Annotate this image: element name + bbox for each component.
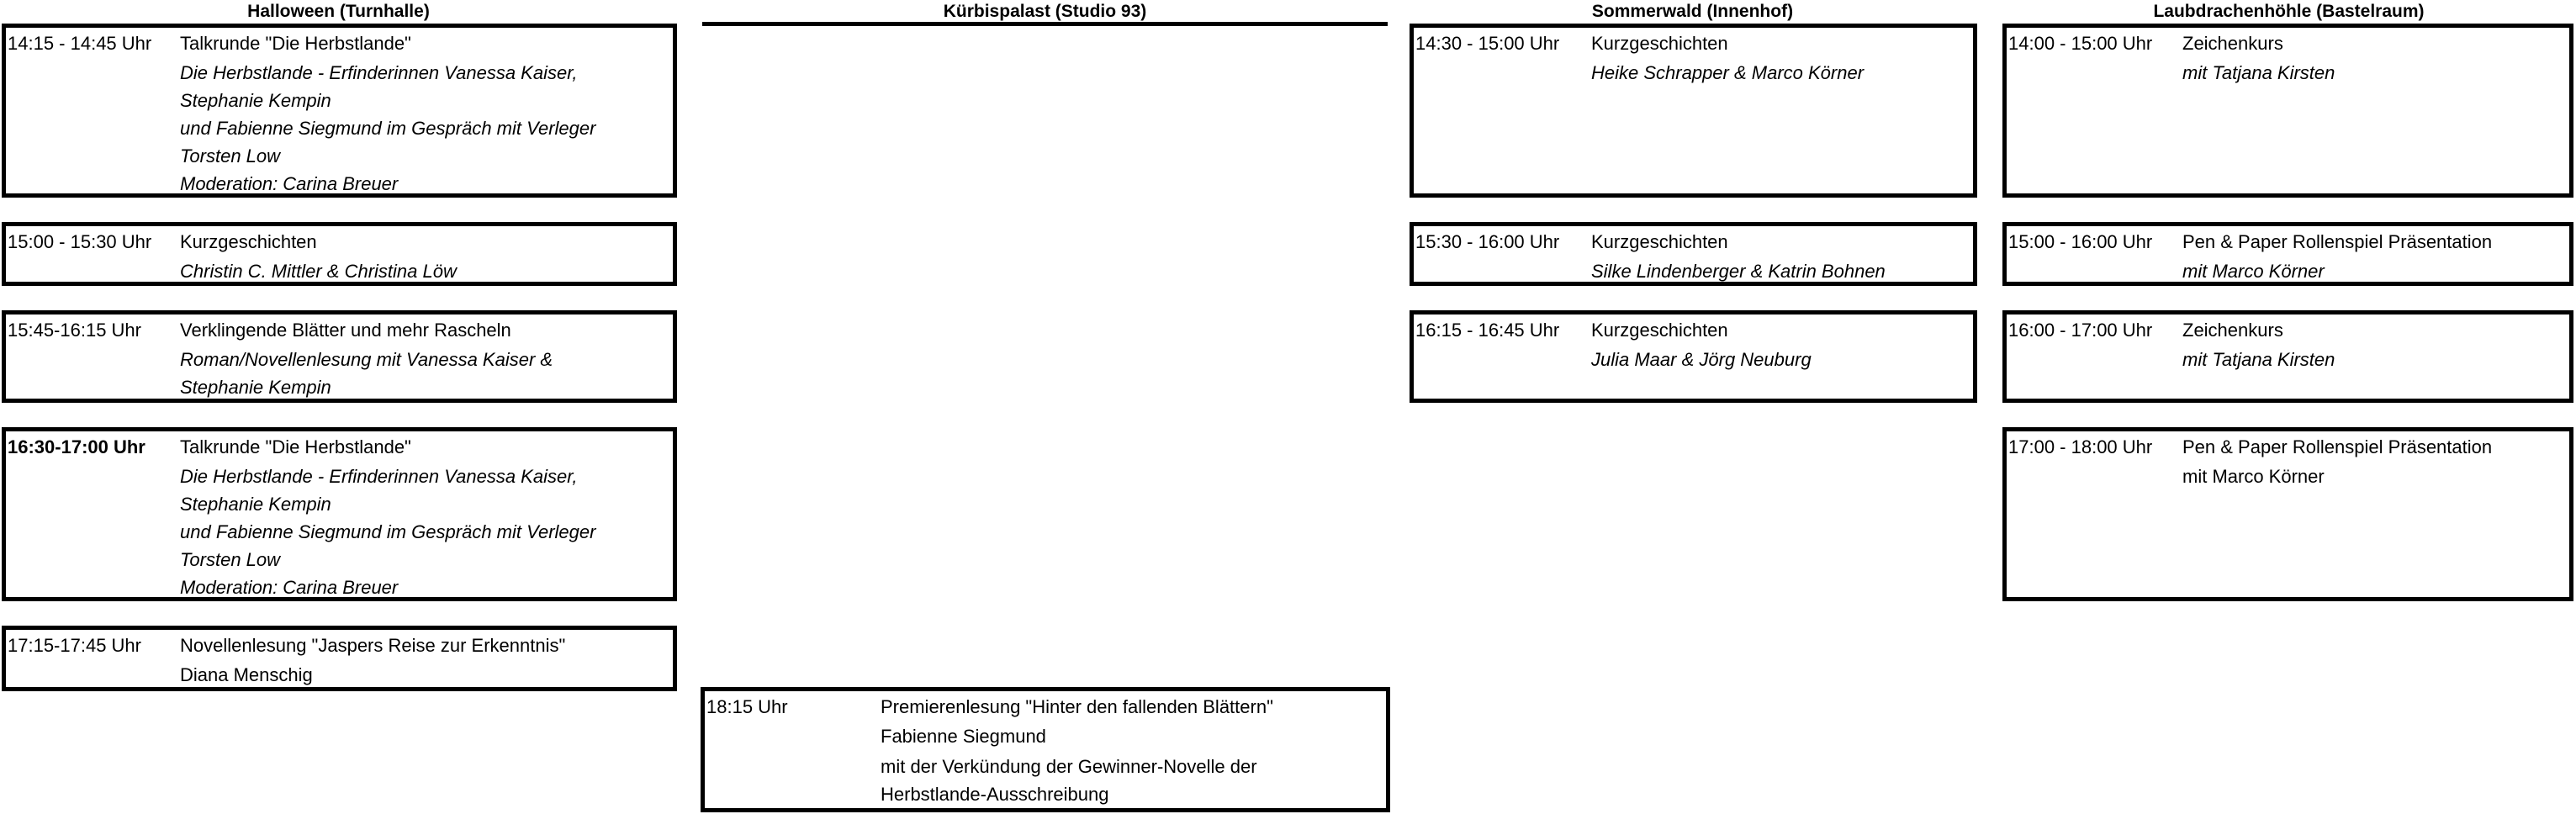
event-box [2002, 24, 2573, 198]
event-detail: Moderation: Carina Breuer [180, 577, 399, 598]
event-time: 14:00 - 15:00 Uhr [2008, 33, 2153, 54]
event-box [2, 427, 677, 601]
event-time: 16:30-17:00 Uhr [8, 436, 145, 457]
event-detail: und Fabienne Siegmund im Gespräch mit Verleger [180, 118, 596, 139]
event-detail: Moderation: Carina Breuer [180, 173, 399, 194]
event-time: 15:00 - 16:00 Uhr [2008, 231, 2153, 252]
event-box [2, 626, 677, 691]
event-box [2002, 427, 2573, 601]
column-header-laubdrachenhoehle: Laubdrachenhöhle (Bastelraum) [2153, 2, 2425, 21]
event-box [2, 222, 677, 286]
event-detail: Stephanie Kempin [180, 377, 331, 398]
event-title: Zeichenkurs [2182, 320, 2283, 341]
event-time: 15:00 - 15:30 Uhr [8, 231, 152, 252]
event-title: Pen & Paper Rollenspiel Präsentation [2182, 436, 2493, 457]
event-detail: Stephanie Kempin [180, 90, 331, 111]
event-box [2002, 310, 2573, 403]
event-title: Kurzgeschichten [1591, 33, 1728, 54]
event-time: 17:00 - 18:00 Uhr [2008, 436, 2153, 457]
event-title: Talkrunde "Die Herbstlande" [180, 436, 411, 457]
event-title: Pen & Paper Rollenspiel Präsentation [2182, 231, 2493, 252]
event-detail: Christin C. Mittler & Christina Löw [180, 261, 457, 282]
event-detail: Die Herbstlande - Erfinderinnen Vanessa Kaiser, [180, 466, 578, 487]
event-detail: Torsten Low [180, 549, 281, 570]
event-title: Kurzgeschichten [180, 231, 317, 252]
event-detail: Diana Menschig [180, 664, 313, 685]
event-box [701, 687, 1390, 812]
column-header-kuerbispalast: Kürbispalast (Studio 93) [943, 2, 1147, 21]
event-detail: Herbstlande-Ausschreibung [881, 784, 1109, 805]
event-detail: Silke Lindenberger & Katrin Bohnen [1591, 261, 1886, 282]
event-box [1410, 310, 1977, 403]
event-detail: Fabienne Siegmund [881, 726, 1046, 747]
event-title: Zeichenkurs [2182, 33, 2283, 54]
event-time: 17:15-17:45 Uhr [8, 635, 141, 656]
event-detail: Die Herbstlande - Erfinderinnen Vanessa Kaiser, [180, 62, 578, 83]
event-title: Kurzgeschichten [1591, 320, 1728, 341]
event-title: Verklingende Blätter und mehr Rascheln [180, 320, 511, 341]
event-detail: Torsten Low [180, 145, 281, 166]
event-box [1410, 222, 1977, 286]
event-title: Talkrunde "Die Herbstlande" [180, 33, 411, 54]
event-detail: und Fabienne Siegmund im Gespräch mit Verleger [180, 521, 596, 542]
event-detail: Roman/Novellenlesung mit Vanessa Kaiser & [180, 349, 553, 370]
event-box [2, 310, 677, 403]
event-time: 15:45-16:15 Uhr [8, 320, 141, 341]
column-header-halloween: Halloween (Turnhalle) [247, 2, 430, 21]
event-detail: Stephanie Kempin [180, 494, 331, 515]
event-detail: Julia Maar & Jörg Neuburg [1591, 349, 1812, 370]
column-header-sommerwald: Sommerwald (Innenhof) [1591, 2, 1794, 21]
event-time: 15:30 - 16:00 Uhr [1415, 231, 1560, 252]
event-detail: mit Tatjana Kirsten [2182, 62, 2335, 83]
event-time: 16:00 - 17:00 Uhr [2008, 320, 2153, 341]
event-title: Kurzgeschichten [1591, 231, 1728, 252]
event-detail: mit Tatjana Kirsten [2182, 349, 2335, 370]
event-title: Premierenlesung "Hinter den fallenden Blättern" [881, 696, 1273, 717]
event-time: 18:15 Uhr [706, 696, 788, 717]
event-box [2002, 222, 2573, 286]
event-time: 14:30 - 15:00 Uhr [1415, 33, 1560, 54]
event-time: 14:15 - 14:45 Uhr [8, 33, 152, 54]
event-box [1410, 24, 1977, 198]
event-time: 16:15 - 16:45 Uhr [1415, 320, 1560, 341]
column-rule-kuerbispalast [702, 22, 1388, 26]
event-detail: mit der Verkündung der Gewinner-Novelle der [881, 756, 1257, 777]
event-detail: mit Marco Körner [2182, 466, 2325, 487]
event-detail: mit Marco Körner [2182, 261, 2325, 282]
event-title: Novellenlesung "Jaspers Reise zur Erkenntnis" [180, 635, 566, 656]
event-box [2, 24, 677, 198]
event-detail: Heike Schrapper & Marco Körner [1591, 62, 1865, 83]
